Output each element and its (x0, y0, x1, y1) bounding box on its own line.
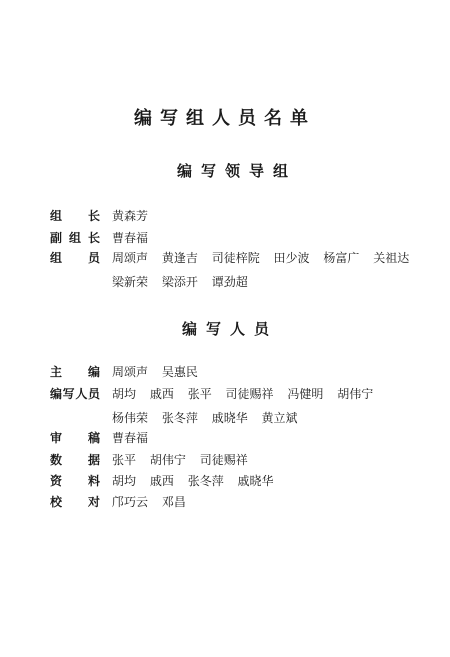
person-name: 戚晓华 (237, 474, 274, 488)
role-names (112, 494, 412, 518)
person-name: 谭劲超 (211, 275, 248, 289)
person-name: 戚西 (149, 474, 174, 488)
role-names (112, 430, 412, 454)
person-name: 关祖达 (373, 251, 410, 265)
role-label: 编写人员 (50, 387, 100, 401)
person-name: 司徒赐祥 (199, 453, 248, 467)
person-name: 胡伟宁 (149, 453, 186, 467)
person-name: 胡均 (112, 474, 137, 488)
person-name: 周颂声 (112, 365, 149, 379)
person-name: 黄森芳 (112, 209, 149, 223)
person-name: 胡伟宁 (337, 387, 374, 401)
person-name: 胡均 (112, 387, 137, 401)
person-name: 邓昌 (161, 495, 186, 509)
name-line (112, 274, 412, 298)
role-label: 校对 (50, 495, 100, 509)
role-label: 副组长 (50, 231, 100, 245)
person-name: 邝巧云 (112, 495, 149, 509)
person-name: 杨富广 (323, 251, 360, 265)
role-label: 审稿 (50, 431, 100, 445)
person-name: 黄立斌 (261, 411, 298, 425)
person-name: 司徒梓院 (211, 251, 260, 265)
role-label: 组员 (50, 251, 100, 265)
person-name: 司徒赐祥 (225, 387, 274, 401)
person-name: 吴惠民 (161, 365, 198, 379)
name-line (112, 430, 412, 454)
person-name: 张平 (187, 387, 212, 401)
person-name: 曹春福 (112, 231, 149, 245)
person-name: 戚西 (149, 387, 174, 401)
role-label: 数据 (50, 453, 100, 467)
person-name: 梁添开 (161, 275, 198, 289)
name-line (112, 250, 412, 274)
role-label: 主编 (50, 365, 100, 379)
name-line (112, 386, 412, 410)
person-name: 周颂声 (112, 251, 149, 265)
writers-section-heading: 编写人员 (181, 320, 278, 338)
role-names (112, 386, 412, 434)
person-name: 黄逢吉 (161, 251, 198, 265)
role-label: 资料 (50, 474, 100, 488)
person-name: 张平 (112, 453, 137, 467)
role-label: 组长 (50, 209, 100, 223)
person-name: 张冬萍 (161, 411, 198, 425)
role-names (112, 364, 412, 388)
role-names (112, 250, 412, 298)
person-name: 杨伟荣 (112, 411, 149, 425)
person-name: 梁新荣 (112, 275, 149, 289)
person-name: 曹春福 (112, 431, 149, 445)
person-name: 张冬萍 (187, 474, 224, 488)
name-line (112, 208, 412, 232)
leaders-section-heading: 编写领导组 (176, 162, 297, 180)
name-line (112, 494, 412, 518)
person-name: 田少波 (273, 251, 310, 265)
person-name: 戚晓华 (211, 411, 248, 425)
name-line (112, 364, 412, 388)
person-name: 冯健明 (287, 387, 324, 401)
role-names (112, 208, 412, 232)
page-title: 编写组人员名单 (134, 108, 316, 129)
